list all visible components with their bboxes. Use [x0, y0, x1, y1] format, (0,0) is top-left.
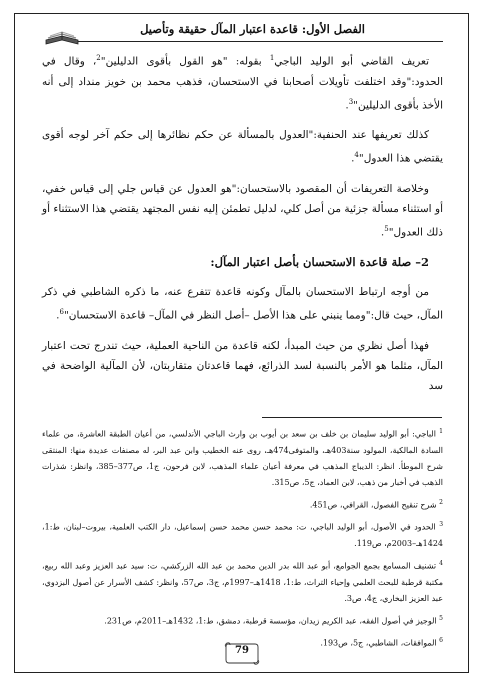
paragraph-principle: فهذا أصل نظري من حيث المبدأ، لكنه قاعدة من الناحية العملية، حيث تندرج تحت اعتبار المآل، مثلما هو الأمر بالنسبة لسد الذرائع، فهما قاعدتان متقاربتان، لأن المآلية الواضحة في سد — [42, 339, 443, 392]
footnote-4: $^4$ تشنيف المسامع بجمع الجوامع، أبو عبد الله بدر الدين محمد بن عبد الله الزركشي، ت: سيد عبد العزيز وعبد الله ربيع، مكتبة قرطبة للبحث العلمي وإحياء التراث، ط:1، 1418هـ–1997م، ج3، ص57، وانظر: كشف الأسرار عن أصول البزدوي، عبد العزيز البخاري، ج4، ص3. — [42, 559, 444, 603]
footnote-1: $^1$ الباجي: أبو الوليد سليمان بن خلف بن سعد بن أيوب بن وارث الباجي الأندلسي، من أعيان الطبقة العاشرة، من علماء السادة المالكية، المولود سنة403هـ، والمتوفى474هـ، روى عنه الخطيب وابن عبد البر، له مصنفات عديدة منها: المنتقى شرح الموطأ. انظر: الديباج المذهب في معرفة أعيان علماء المذهب، لابن فرحون، ج1، ص377–385، وانظر: شذرات الذهب في أخبار من ذهب، لابن العماد، ج5، ص315. — [42, 428, 444, 487]
open-book-icon — [44, 24, 80, 48]
paragraph-definition-hanafi: كذلك تعريفها عند الحنفية:"العدول بالمسألة عن حكم نظائرها إلى حكم آخر لوجه أقوى يقتضي هذا العدول"$^4$. — [42, 129, 443, 165]
chapter-title: الفصل الأول: قاعدة اعتبار المآل حقيقة وتأصيل — [140, 22, 365, 36]
paragraph-definition-baji: تعريف القاضي أبو الوليد الباجي$^1$ بقوله: "هو القول بأقوى الدليلين"$^2$، وقال في الحدود:"وقد اختلفت تأويلات أصحابنا في الاستحسان، فذهب محمد بن خويز منداد إلى أنه الأخذ بأقوى الدليلين"$^3$. — [42, 54, 443, 111]
paragraph-shatibi: من أوجه ارتباط الاستحسان بالمآل وكونه قاعدة تتفرع عنه، ما ذكره الشاطبي في ذكر المآل، حيث قال:"ومما ينبني على هذا الأصل –أصل النظر في المآل– قاعدة الاستحسان"$^6$. — [42, 286, 443, 322]
page-number-ornament — [222, 640, 262, 666]
footnotes — [42, 424, 443, 656]
main-text — [42, 48, 443, 406]
footnote-2: $^2$ شرح تنقيح الفصول، القرافي، ص451. — [309, 498, 443, 510]
footnote-3: $^3$ الحدود في الأصول، أبو الوليد الباجي، ت: محمد حسن محمد حسن إسماعيل، دار الكتب العلمية، بيروت–لبنان، ط:1، 1424هـ–2003م، ص119. — [42, 521, 444, 548]
page-number: 79 — [235, 645, 249, 656]
footnote-5: $^5$ الوجيز في أصول الفقه، عبد الكريم زيدان، مؤسسة قرطبة، دمشق، ط:1، 1432هـ–2011م، ص231. — [104, 614, 443, 626]
paragraph-definition-summary: وخلاصة التعريفات أن المقصود بالاستحسان:"هو العدول عن قياس جلي إلى قياس خفي، أو استثناء مسألة جزئية من أصل كلي، لدليل تطمئن إليه نفس المجتهد يقتضي هذا الاستثناء أو ذلك العدول"$^5$. — [42, 182, 443, 238]
section-heading: 2– صلة قاعدة الاستحسان بأصل اعتبار المآل: — [210, 255, 429, 269]
footnote-divider — [262, 417, 442, 418]
header-divider — [78, 41, 443, 42]
footnote-6: $^6$ الموافقات، الشاطبي، ج5، ص193. — [320, 637, 443, 648]
